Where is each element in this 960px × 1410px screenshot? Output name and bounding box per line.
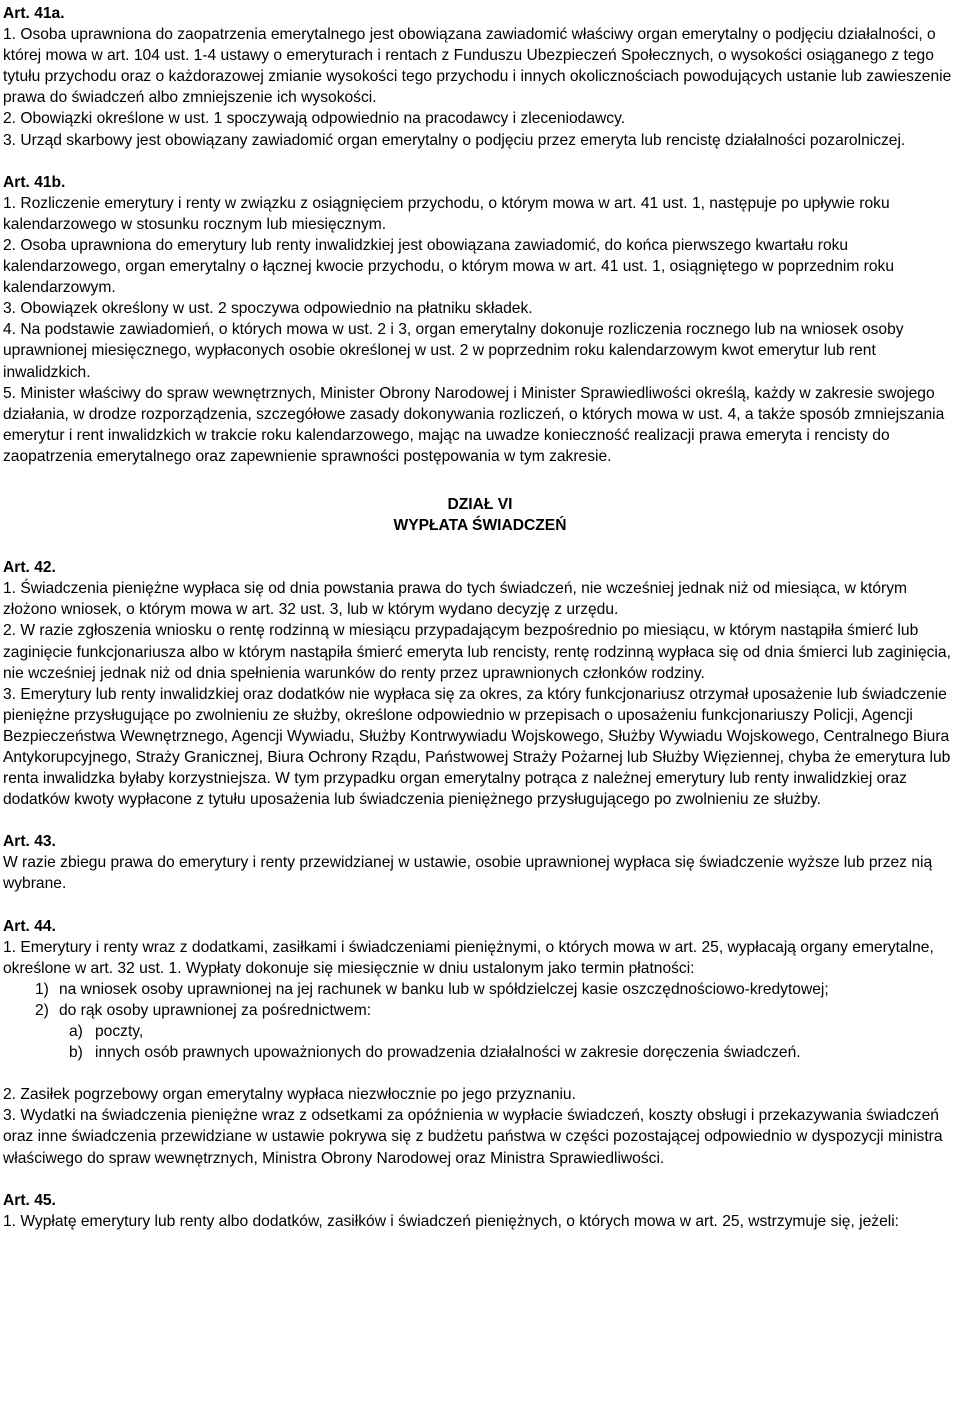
list-item-number: 2) <box>35 1001 49 1019</box>
article-41b-paragraph-5: 5. Minister właściwy do spraw wewnętrznych, Minister Obrony Narodowej i Minister Sprawiedliwości określą, każdy w zakresie swojego działania, w drodze rozporządzenia, szczegółowe zasady dokonywania rozliczeń, o których mowa w ust. 4, a także sposób zmniejszania emerytur i rent inwalidzkich w trakcie roku kalendarzowego, mając na uwadze konieczność realizacji prawa emeryta i rencisty do zaopatrzenia emerytalnego oraz zapewnienie sprawności postępowania w tym zakresie. <box>3 384 945 465</box>
article-45-title: Art. 45. <box>3 1191 56 1209</box>
article-43-paragraph-1: W razie zbiegu prawa do emerytury i renty przewidzianej w ustawie, osobie uprawnionej wypłaca się świadczenie wyższe lub przez nią wybrane. <box>3 854 933 893</box>
article-42-paragraph-1: 1. Świadczenia pieniężne wypłaca się od dnia powstania prawa do tych świadczeń, nie wcześniej jednak niż od miesiąca, w którym złożono wniosek, o którym mowa w art. 32 ust. 3, lub w którym wydano decyzję z urzędu. <box>3 580 908 619</box>
spacer <box>3 1169 957 1190</box>
sub-list-item <box>3 1042 957 1063</box>
list-item-number: 1) <box>35 980 49 998</box>
article-41a-paragraph-3: 3. Urząd skarbowy jest obowiązany zawiadomić organ emerytalny o podjęciu przez emeryta lub rencistę działalności pozarolniczej. <box>3 131 906 149</box>
article-44-title: Art. 44. <box>3 917 56 935</box>
spacer <box>3 1063 957 1084</box>
list-item-text: na wniosek osoby uprawnionej na jej rachunek w banku lub w spółdzielczej kasie oszczędnościowo-kredytowej; <box>59 980 829 998</box>
section-heading-division: DZIAŁ VI <box>447 495 513 513</box>
sub-list-item-letter: a) <box>69 1023 83 1041</box>
article-42-paragraph-2: 2. W razie zgłoszenia wniosku o rentę rodzinną w miesiącu przypadającym bezpośrednio po miesiącu, w którym nastąpiła śmierć lub zaginięcie funkcjonariusza albo w którym nastąpiła śmierć emeryta lub rencisty, rentę rodzinną wypłaca się od dnia śmierci lub zaginięcia, nie wcześniej jednak niż od dnia spełnienia warunków do renty przez uprawnionych członków rodziny. <box>3 622 951 682</box>
spacer <box>3 810 957 831</box>
article-41a-paragraph-1: 1. Osoba uprawniona do zaopatrzenia emerytalnego jest obowiązana zawiadomić właściwy organ emerytalny o podjęciu działalności, o której mowa w art. 104 ust. 1-4 ustawy o emeryturach i rentach z Funduszu Ubezpieczeń Społecznych, o wysokości osiąganego z tego tytułu przychodu oraz o każdorazowej zmianie wysokości tego przychodu i innych okolicznościach powodujących ustanie lub zawieszenie prawa do świadczeń albo zmniejszenie ich wysokości. <box>3 26 952 107</box>
spacer <box>3 151 957 172</box>
article-41a-title: Art. 41a. <box>3 5 65 22</box>
list-item-text: do rąk osoby uprawnionej za pośrednictwem: <box>59 1001 372 1019</box>
spacer <box>3 895 957 916</box>
list-item <box>3 1000 957 1021</box>
article-44-paragraph-2: 2. Zasiłek pogrzebowy organ emerytalny wypłaca niezwłocznie po jego przyznaniu. <box>3 1086 576 1104</box>
article-43-title: Art. 43. <box>3 833 56 851</box>
article-41b-title: Art. 41b. <box>3 173 66 191</box>
spacer <box>3 467 957 494</box>
list-item <box>3 979 957 1000</box>
spacer <box>3 536 957 557</box>
sub-list-item-text: poczty, <box>95 1023 144 1041</box>
article-41b-paragraph-1: 1. Rozliczenie emerytury i renty w związku z osiągnięciem przychodu, o którym mowa w art. 41 ust. 1, następuje po upływie roku kalendarzowego w stosunku rocznym lub miesięcznym. <box>3 194 890 233</box>
article-41b-paragraph-3: 3. Obowiązek określony w ust. 2 spoczywa odpowiednio na płatniku składek. <box>3 300 533 318</box>
article-41b-paragraph-4: 4. Na podstawie zawiadomień, o których mowa w ust. 2 i 3, organ emerytalny dokonuje rozliczenia rocznego lub na wniosek osoby uprawnionej miesięcznego, wypłaconych osobie określonej w ust. 2 w poprzednim roku kalendarzowym kwot emerytur lub rent inwalidzkich. <box>3 321 904 381</box>
article-45-paragraph-1: 1. Wypłatę emerytury lub renty albo dodatków, zasiłków i świadczeń pieniężnych, o których mowa w art. 25, wstrzymuje się, jeżeli: <box>3 1212 900 1230</box>
sub-list-item-text: innych osób prawnych upoważnionych do prowadzenia działalności w zakresie doręczenia świadczeń. <box>95 1044 801 1062</box>
sub-list-item-letter: b) <box>69 1044 83 1062</box>
section-heading-title: WYPŁATA ŚWIADCZEŃ <box>393 517 567 535</box>
article-42-paragraph-3: 3. Emerytury lub renty inwalidzkiej oraz dodatków nie wypłaca się za okres, za który funkcjonariusz otrzymał uposażenie lub świadczenie pieniężne przysługujące po zwolnieniu ze służby, określone odpowiednio w przepisach o uposażeniu funkcjonariuszy Policji, Agencji Bezpieczeństwa Wewnętrznego, Agencji Wywiadu, Służby Kontrwywiadu Wojskowego, Służby Wywiadu Wojskowego, Centralnego Biura Antykorupcyjnego, Straży Granicznej, Biura Ochrony Rządu, Państwowej Straży Pożarnej lub Służby Więziennej, chyba że emerytura lub renta inwalidzka byłaby korzystniejsza. W tym przypadku organ emerytalny potrąca z należnej emerytury lub renty inwalidzkiej oraz dodatków kwoty wypłacone z tytułu uposażenia lub świadczenia pieniężnego przysługującego po zwolnieniu ze służby. <box>3 685 951 809</box>
article-42-title: Art. 42. <box>3 559 56 577</box>
article-44-paragraph-1: 1. Emerytury i renty wraz z dodatkami, zasiłkami i świadczeniami pieniężnymi, o których mowa w art. 25, wypłacają organy emerytalne, określone w art. 32 ust. 1. Wypłaty dokonuje się miesięcznie w dniu ustalonym jako termin płatności: <box>3 938 934 977</box>
article-41a-paragraph-2: 2. Obowiązki określone w ust. 1 spoczywają odpowiednio na pracodawcy i zleceniodawcy. <box>3 110 626 128</box>
sub-list-item <box>3 1021 957 1042</box>
article-41b-paragraph-2: 2. Osoba uprawniona do emerytury lub renty inwalidzkiej jest obowiązana zawiadomić, do końca pierwszego kwartału roku kalendarzowego, organ emerytalny o łącznej kwocie przychodu, o którym mowa w art. 41 ust. 1, osiągniętego w poprzednim roku kalendarzowym. <box>3 236 895 297</box>
article-44-paragraph-3: 3. Wydatki na świadczenia pieniężne wraz z odsetkami za opóźnienia w wypłacie świadczeń, koszty obsługi i przekazywania świadczeń oraz inne świadczenia przewidziane w ustawie pokrywa się z budżetu państwa w części pozostającej odpowiednio w dyspozycji ministra właściwego do spraw wewnętrznych, Ministra Obrony Narodowej oraz Ministra Sprawiedliwości. <box>3 1107 943 1167</box>
